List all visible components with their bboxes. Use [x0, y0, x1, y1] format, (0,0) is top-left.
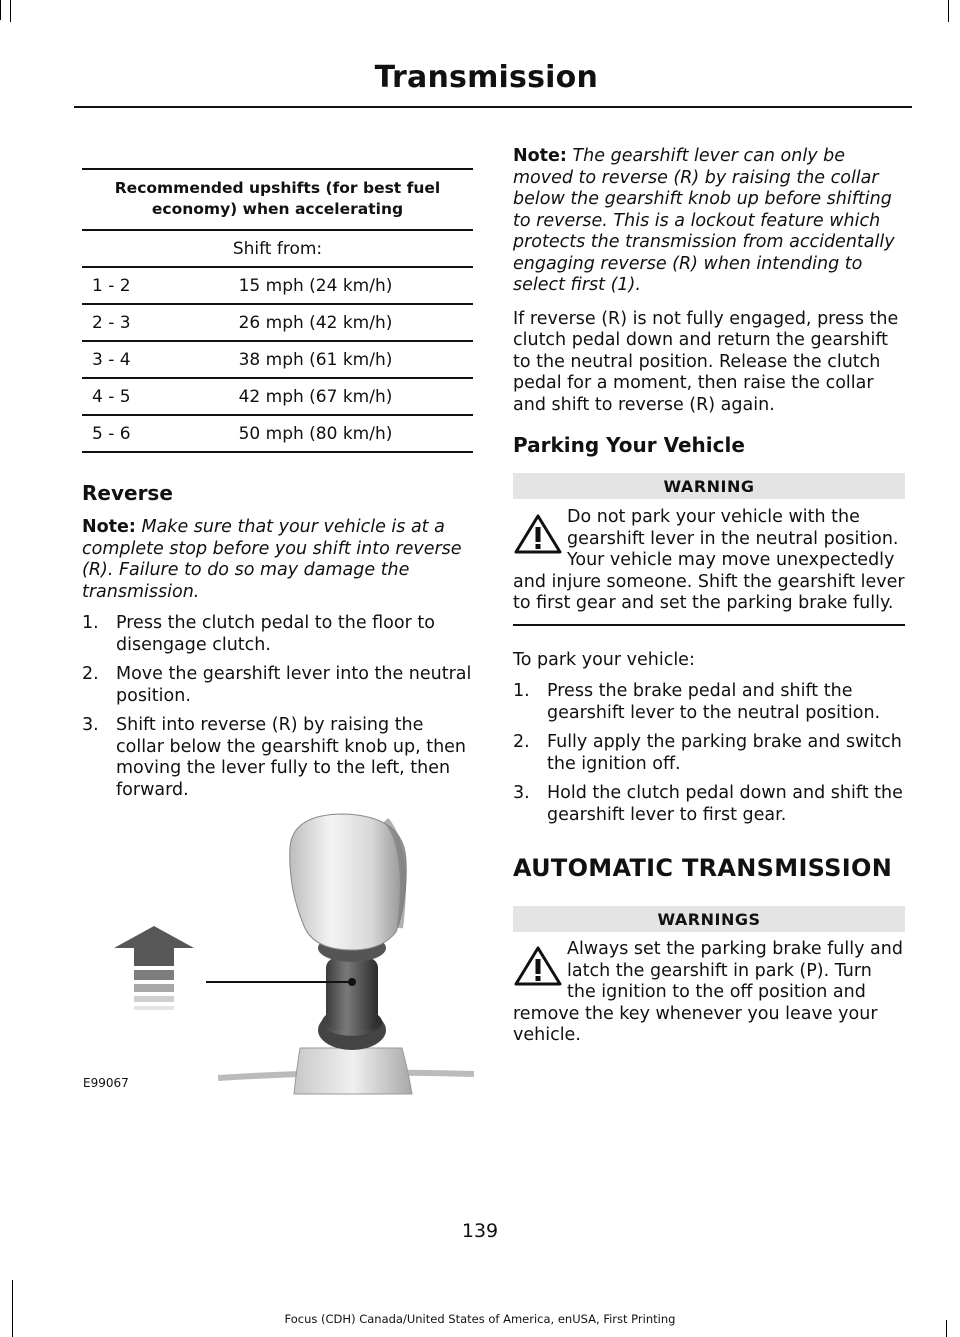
speed-cell: 42 mph (67 km/h)	[158, 378, 473, 415]
note-text: Make sure that your vehicle is at a complete stop before you shift into reverse (R). Failure to do so may damage the transmission.	[82, 517, 462, 602]
speed-cell: 38 mph (61 km/h)	[158, 341, 473, 378]
crop-mark	[948, 0, 949, 22]
right-column	[513, 146, 905, 1047]
list-item: 1. Press the brake pedal and shift the gearshift lever to the neutral position.	[513, 681, 881, 723]
note-text: The gearshift lever can only be moved to reverse (R) by raising the collar below the gearshift knob up before shifting to reverse. This is a lockout feature which protects the transmission from accidentally engaging reverse (R) when intending to select first (1).	[513, 146, 895, 295]
gearshift-figure	[82, 808, 474, 1098]
warning-triangle-icon	[513, 513, 563, 555]
park-steps	[513, 681, 905, 826]
list-item: 1. Press the clutch pedal to the floor to disengage clutch.	[82, 613, 435, 655]
page-header-title: Transmission	[374, 60, 598, 95]
warning-rule	[513, 624, 905, 626]
gear-cell: 4 - 5	[82, 378, 158, 415]
warnings-label: WARNINGS	[513, 906, 905, 932]
figure-label: E99067	[83, 1076, 129, 1090]
automatic-transmission-heading: AUTOMATIC TRANSMISSION	[513, 854, 893, 882]
note-label: Note:	[513, 146, 567, 166]
warning-body	[513, 507, 905, 615]
gearshift-knob-illustration	[82, 808, 474, 1098]
park-intro: To park your vehicle:	[513, 649, 695, 670]
list-item: 3. Shift into reverse (R) by raising the collar below the gearshift knob up, then moving the lever fully to the left, then forward.	[82, 715, 467, 800]
parking-heading: Parking Your Vehicle	[513, 433, 745, 457]
gear-cell: 3 - 4	[82, 341, 158, 378]
reverse-engage-paragraph: If reverse (R) is not fully engaged, press the clutch pedal down and return the gearshift to the neutral position. Release the clutch pedal for a moment, then raise the collar and shift to reverse (R) again.	[513, 308, 899, 415]
table-row	[82, 304, 473, 341]
table-row	[82, 267, 473, 304]
footer-text: Focus (CDH) Canada/United States of America, enUSA, First Printing	[284, 1312, 676, 1326]
warnings-body	[513, 939, 905, 1047]
reverse-note	[82, 517, 474, 603]
reverse-heading: Reverse	[82, 481, 173, 505]
list-item: 2. Fully apply the parking brake and switch the ignition off.	[513, 732, 902, 774]
warning-triangle-icon	[513, 945, 563, 987]
gear-cell: 5 - 6	[82, 415, 158, 452]
header-rule	[74, 106, 912, 108]
list-item: 3. Hold the clutch pedal down and shift the gearshift lever to first gear.	[513, 783, 903, 825]
speed-cell: 26 mph (42 km/h)	[158, 304, 473, 341]
left-column	[82, 168, 474, 801]
list-item: 2. Move the gearshift lever into the neutral position.	[82, 664, 472, 706]
table-title: Recommended upshifts (for best fuel economy) when accelerating	[82, 169, 473, 230]
warning-label: WARNING	[513, 473, 905, 499]
table-row	[82, 341, 473, 378]
table-subheader: Shift from:	[82, 230, 473, 267]
crop-mark	[0, 0, 1, 20]
upshift-table	[82, 168, 473, 453]
warnings-text: Always set the parking brake fully and latch the gearshift in park (P). Turn the ignition to the off position and remove the key whenever you leave your vehicle.	[513, 939, 903, 1045]
gear-cell: 2 - 3	[82, 304, 158, 341]
warning-text: Do not park your vehicle with the gearshift lever in the neutral position. Your vehicle may move unexpectedly and injure someone. Shift the gearshift lever to first gear and set the parking brake fully.	[513, 507, 905, 613]
lockout-note	[513, 146, 905, 297]
crop-mark	[12, 1280, 13, 1337]
gear-cell: 1 - 2	[82, 267, 158, 304]
page-number: 139	[461, 1220, 499, 1242]
table-row	[82, 378, 473, 415]
speed-cell: 50 mph (80 km/h)	[158, 415, 473, 452]
table-row	[82, 415, 473, 452]
speed-cell: 15 mph (24 km/h)	[158, 267, 473, 304]
reverse-steps	[82, 613, 474, 801]
crop-mark	[10, 0, 11, 22]
note-label: Note:	[82, 517, 136, 537]
